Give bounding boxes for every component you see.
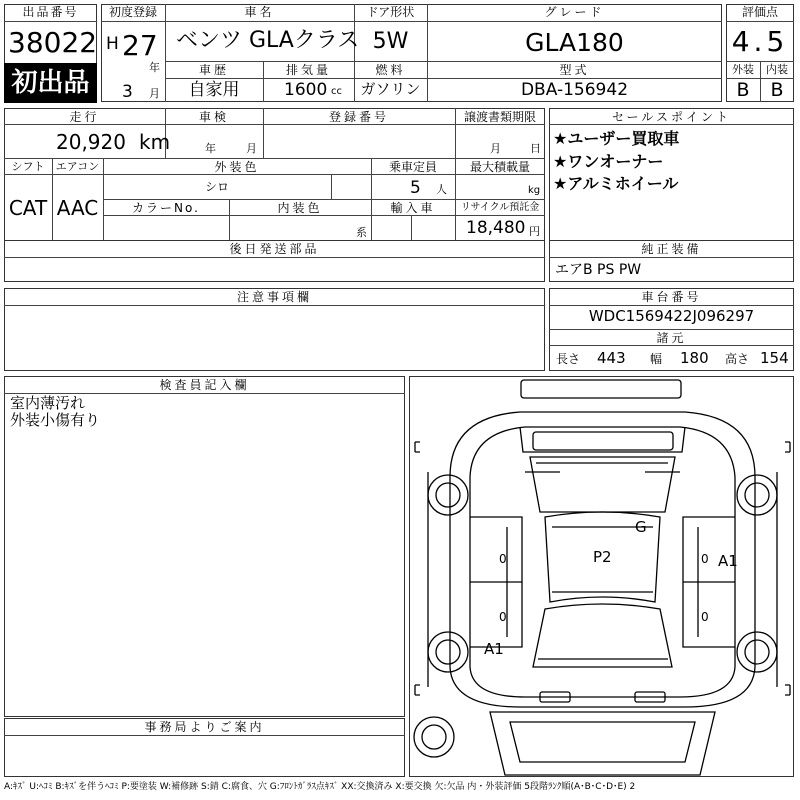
inspector-note-2: 外装小傷有り <box>10 411 101 429</box>
equipment-value: エアB PS PW <box>555 262 642 278</box>
mark-a1-right: A1 <box>718 552 738 570</box>
door-type: 5W <box>372 29 409 54</box>
notes-label: 注意事項欄 <box>236 290 312 304</box>
history-label: 車歴 <box>198 63 229 77</box>
recycle-value: 18,480 <box>466 218 526 238</box>
rating-score: 4.5 <box>731 25 789 58</box>
mark-zero: 0 <box>499 552 507 566</box>
interior-color-unit: 系 <box>356 226 367 239</box>
max-load-label: 最大積載量 <box>469 160 530 174</box>
car-name-label: 車名 <box>244 5 275 19</box>
first-listing-badge: 初出品 <box>4 63 97 103</box>
chassis-number: WDC1569422J096297 <box>588 307 755 325</box>
car-name: ベンツ GLAクラス <box>176 28 360 53</box>
lot-number: 38022 <box>8 26 98 59</box>
int-rating-label: 内装 <box>766 63 788 76</box>
sales-point-2: ★ワンオーナー <box>553 152 664 171</box>
model-label: 型式 <box>559 63 590 77</box>
mark-zero: 0 <box>701 552 709 566</box>
aircon-label: エアコン <box>55 160 100 173</box>
plate-label: 登録番号 <box>328 110 389 124</box>
later-parts-label: 後日発送部品 <box>229 242 320 256</box>
interior-color-label: 内装色 <box>277 201 323 215</box>
height-value: 154 <box>760 349 789 367</box>
lot-label: 出品番号 <box>22 5 79 19</box>
dims-label: 諸元 <box>656 331 687 345</box>
height-label: 高さ <box>725 352 750 366</box>
first-reg-year: 27 <box>122 29 158 62</box>
legend: A:ｷｽﾞ U:ﾍｺﾐ B:ｷｽﾞを伴うﾍｺﾐ P:要塗装 W:補修跡 S:錆 C:腐食、穴 G:ﾌﾛﾝﾄｶﾞﾗｽ点ｷｽﾞ XX:交換済み X:要交換 欠:欠品 内・外装評価 5段階ﾗﾝｸ順(A･B･C･D･E) 2 <box>4 782 636 792</box>
mileage-unit: km <box>139 130 171 154</box>
shift-value: CAT <box>8 196 48 220</box>
ext-rating-label: 外装 <box>732 63 754 76</box>
mileage-label: 走行 <box>69 110 100 124</box>
capacity-label: 乗車定員 <box>388 160 437 174</box>
mark-zero: 0 <box>701 610 709 624</box>
first-reg-month-unit: 月 <box>149 87 160 100</box>
color-no-label: カラーNo. <box>132 201 200 215</box>
grade-value: GLA180 <box>525 28 624 57</box>
displacement-value: 1600 <box>284 80 328 100</box>
model-value: DBA-156942 <box>520 80 629 100</box>
inspector-label: 検査員記入欄 <box>159 378 250 392</box>
transfer-day-unit: 日 <box>530 142 541 155</box>
chassis-label: 車台番号 <box>641 290 702 304</box>
int-rating: B <box>770 79 784 101</box>
grade-label: グレード <box>544 5 605 19</box>
recycle-label: リサイクル預託金 <box>460 202 540 213</box>
mark-g: G <box>635 518 647 536</box>
fuel-label: 燃料 <box>375 63 406 77</box>
length-label: 長さ <box>556 352 581 366</box>
equipment-label: 純正装備 <box>641 242 702 256</box>
ext-rating: B <box>736 79 750 101</box>
width-value: 180 <box>680 349 709 367</box>
aircon-value: AAC <box>56 196 99 220</box>
recycle-unit: 円 <box>529 225 540 238</box>
first-reg-era: H <box>106 34 119 54</box>
sales-point-1: ★ユーザー買取車 <box>553 129 680 148</box>
car-diagram-box <box>409 376 794 777</box>
transfer-month-unit: 月 <box>490 142 501 155</box>
fuel-value: ガソリン <box>360 80 421 98</box>
inspector-note-1: 室内薄汚れ <box>10 394 86 412</box>
capacity-value: 5 <box>410 178 421 198</box>
door-label: ドア形状 <box>366 5 415 19</box>
capacity-unit: 人 <box>436 183 447 196</box>
first-reg-year-unit: 年 <box>149 61 160 74</box>
sales-points-label: セールスポイント <box>612 110 731 124</box>
exterior-color-value: シロ <box>204 180 229 194</box>
history-value: 自家用 <box>188 80 240 100</box>
first-reg-month: 3 <box>122 82 133 102</box>
inspection-year-unit: 年 <box>205 142 216 155</box>
import-label: 輸入車 <box>390 201 436 215</box>
inspection-label: 車検 <box>198 110 229 124</box>
max-load-unit: kg <box>528 185 541 196</box>
office-label: 事務局よりご案内 <box>144 720 265 734</box>
transfer-label: 譲渡書類期限 <box>463 110 536 124</box>
shift-label: シフト <box>11 160 45 173</box>
mark-a1-left: A1 <box>484 640 504 658</box>
mark-zero: 0 <box>499 610 507 624</box>
length-value: 443 <box>597 349 626 367</box>
rating-label: 評価点 <box>741 5 778 19</box>
inspection-month-unit: 月 <box>246 142 257 155</box>
mark-p2: P2 <box>593 548 612 566</box>
car-diagram <box>410 377 795 778</box>
sales-point-3: ★アルミホイール <box>553 174 679 193</box>
first-reg-label: 初度登録 <box>108 5 157 19</box>
mileage-value: 20,920 <box>56 130 126 154</box>
displacement-label: 排気量 <box>285 63 331 77</box>
exterior-color-label: 外装色 <box>214 160 260 174</box>
width-label: 幅 <box>650 352 663 366</box>
displacement-unit: cc <box>331 86 342 97</box>
